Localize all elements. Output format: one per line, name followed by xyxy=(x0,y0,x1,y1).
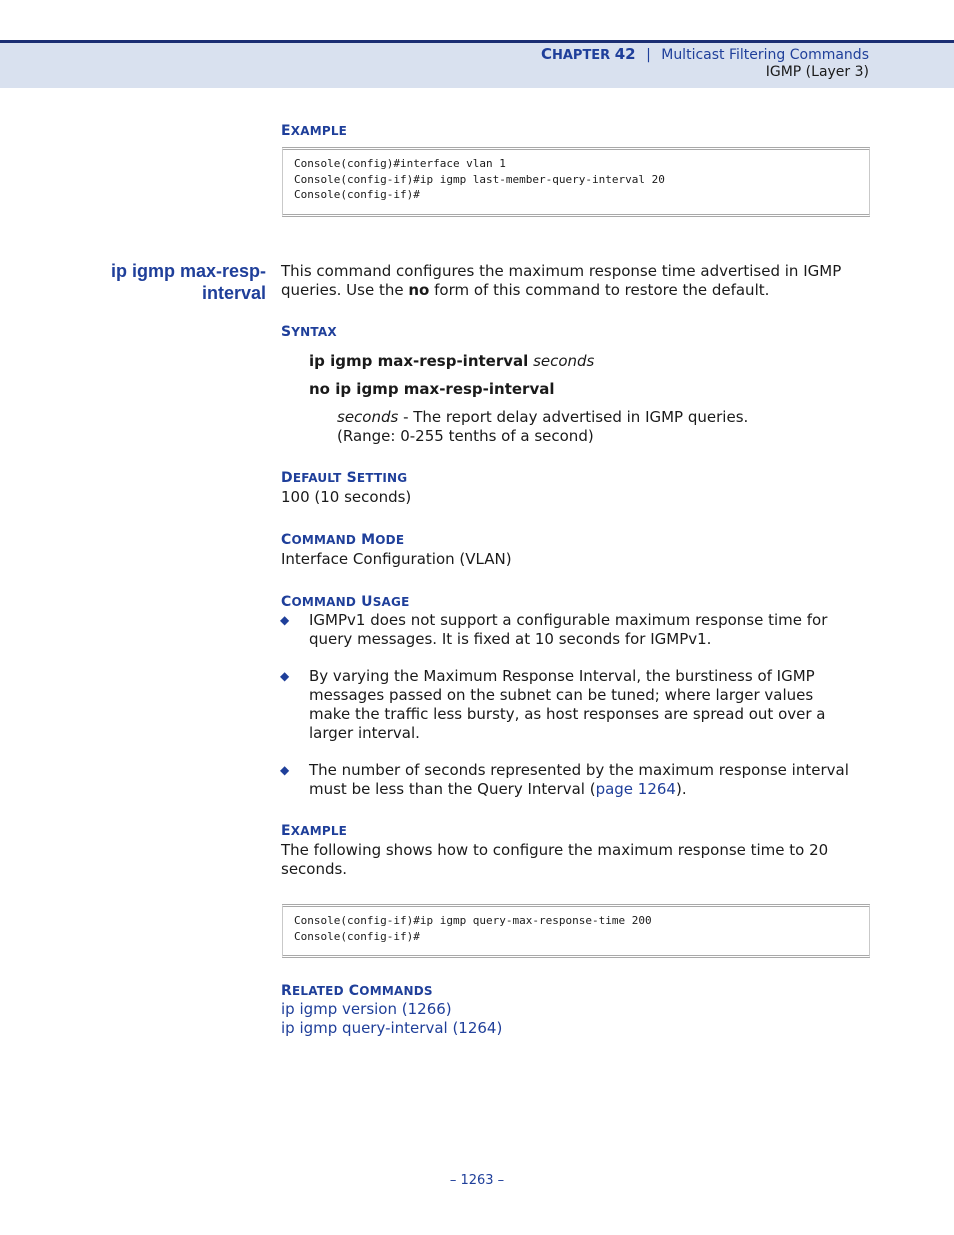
syntax-heading: SYNTAX xyxy=(281,324,337,340)
command-usage-heading: COMMAND USAGE xyxy=(281,594,410,610)
related-link-version[interactable]: ip igmp version (1266) xyxy=(281,1000,452,1018)
page-number: – 1263 – xyxy=(449,1173,505,1188)
related-link-query-interval[interactable]: ip igmp query-interval (1264) xyxy=(281,1019,503,1037)
bullet-icon: ◆ xyxy=(280,613,290,627)
code-block-1 xyxy=(282,147,870,217)
code-block-2 xyxy=(282,904,870,958)
page-link[interactable]: page 1264 xyxy=(595,780,676,798)
syntax-parameter: seconds - The report delay advertised in IGMP queries. (Range: 0-255 tenths of a second) xyxy=(337,408,749,445)
bullet-icon: ◆ xyxy=(280,669,290,683)
command-description: This command configures the maximum response time advertised in IGMP queries. Use the no form of this command to restore the default. xyxy=(281,262,842,299)
syntax-line-2: no ip igmp max-resp-interval xyxy=(309,380,555,398)
related-commands-heading: RELATED COMMANDS xyxy=(281,983,433,999)
usage-item-1: IGMPv1 does not support a configurable maximum response time for query messages. It is fixed at 10 seconds for IGMPv1. xyxy=(309,611,828,648)
example-2-intro: The following shows how to configure the maximum response time to 20 seconds. xyxy=(281,841,829,878)
chapter-title: Multicast Filtering Commands xyxy=(661,47,869,63)
header-section: IGMP (Layer 3) xyxy=(765,64,869,80)
example-heading-1: EXAMPLE xyxy=(281,123,348,139)
code-text-2: Console(config-if)#ip igmp query-max-response-time 200 Console(config-if)# xyxy=(294,914,652,943)
command-mode-value: Interface Configuration (VLAN) xyxy=(281,550,512,568)
header-chapter-line xyxy=(541,45,869,63)
usage-item-3: The number of seconds represented by the maximum response interval must be less than the Query Interval (page 1264). xyxy=(309,761,849,798)
chapter-label: CHAPTER 42 xyxy=(540,45,636,63)
command-title: ip igmp max-resp- interval xyxy=(110,261,266,303)
related-commands-list xyxy=(281,1000,502,1038)
command-mode-heading: COMMAND MODE xyxy=(281,532,405,548)
header-separator: | xyxy=(646,47,651,63)
code-text-1: Console(config)#interface vlan 1 Console(config-if)#ip igmp last-member-query-interval 20 Console(config-if)# xyxy=(294,157,665,201)
syntax-line-1: ip igmp max-resp-interval seconds xyxy=(309,352,595,370)
default-setting-heading: DEFAULT SETTING xyxy=(281,470,408,486)
default-setting-value: 100 (10 seconds) xyxy=(281,488,412,506)
bullet-icon: ◆ xyxy=(280,763,290,777)
example-heading-2: EXAMPLE xyxy=(281,823,348,839)
usage-item-2: By varying the Maximum Response Interval, the burstiness of IGMP messages passed on the subnet can be tuned; where larger values make the traffic less bursty, as host responses are spread out over a larger interval. xyxy=(309,667,826,742)
